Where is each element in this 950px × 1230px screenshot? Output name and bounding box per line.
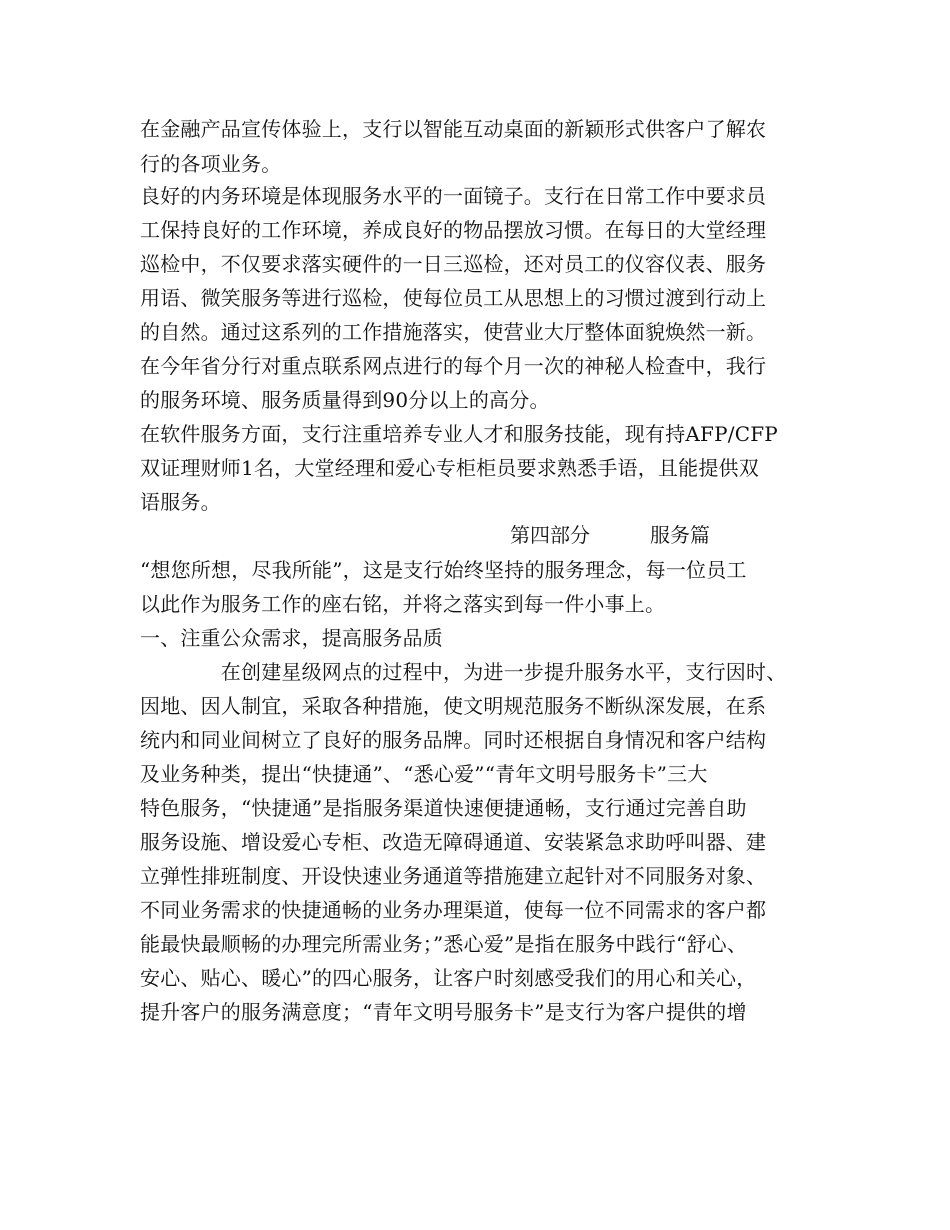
paragraph-line: 的服务环境、服务质量得到90分以上的高分。	[140, 388, 550, 412]
paragraph-line: “想您所想，尽我所能”，这是支行始终坚持的服务理念，每一位员工	[140, 558, 747, 582]
paragraph-line: 行的各项业务。	[140, 152, 282, 176]
paragraph-line: 安心、贴心、暖心”的四心服务，让客户时刻感受我们的用心和关心，	[140, 966, 757, 990]
paragraph-line: 在软件服务方面，支行注重培养专业人才和服务技能，现有持AFP/CFP	[140, 422, 778, 446]
paragraph-line: 的自然。通过这系列的工作措施落实，使营业大厅整体面貌焕然一新。	[140, 320, 767, 344]
paragraph-line: 语服务。	[140, 490, 221, 514]
paragraph-line: 立弹性排班制度、开设快速业务通道等措施建立起针对不同服务对象、	[140, 864, 767, 888]
paragraph-line: 提升客户的服务满意度；“青年文明号服务卡”是支行为客户提供的增	[140, 1000, 747, 1024]
section-heading-part: 第四部分	[510, 523, 590, 547]
paragraph-line: 双证理财师1名，大堂经理和爱心专柜柜员要求熟悉手语，且能提供双	[140, 456, 759, 480]
paragraph-line: 能最快最顺畅的办理完所需业务；”悉心爱”是指在服务中践行“舒心、	[140, 932, 748, 956]
paragraph-line: 用语、微笑服务等进行巡检，使每位员工从思想上的习惯过渡到行动上	[140, 286, 767, 310]
paragraph-line: 统内和同业间树立了良好的服务品牌。同时还根据自身情况和客户结构	[140, 728, 767, 752]
paragraph-line: 在金融产品宣传体验上，支行以智能互动桌面的新颖形式供客户了解农	[140, 117, 767, 141]
section-heading-title: 服务篇	[650, 523, 710, 547]
paragraph-line: 在今年省分行对重点联系网点进行的每个月一次的神秘人检查中，我行	[140, 354, 767, 378]
subheading: 一、注重公众需求，提高服务品质	[140, 626, 443, 650]
paragraph-line: 以此作为服务工作的座右铭，并将之落实到每一件小事上。	[140, 592, 666, 616]
paragraph-line: 巡检中，不仅要求落实硬件的一日三巡检，还对员工的仪容仪表、服务	[140, 252, 767, 276]
paragraph-line: 工保持良好的工作环境，养成良好的物品摆放习惯。在每日的大堂经理	[140, 218, 767, 242]
paragraph-line: 不同业务需求的快捷通畅的业务办理渠道，使每一位不同需求的客户都	[140, 898, 767, 922]
paragraph-line: 特色服务，“快捷通”是指服务渠道快速便捷通畅，支行通过完善自助	[140, 796, 747, 820]
paragraph-line: 服务设施、增设爱心专柜、改造无障碍通道、安装紧急求助呼叫器、建	[140, 830, 767, 854]
paragraph-line: 因地、因人制宜，采取各种措施，使文明规范服务不断纵深发展，在系	[140, 694, 767, 718]
paragraph-line: 良好的内务环境是体现服务水平的一面镜子。支行在日常工作中要求员	[140, 184, 767, 208]
paragraph-line: 及业务种类，提出“快捷通”、“悉心爱”“青年文明号服务卡”三大	[140, 762, 708, 786]
paragraph-line: 在创建星级网点的过程中，为进一步提升服务水平，支行因时、	[140, 660, 787, 684]
